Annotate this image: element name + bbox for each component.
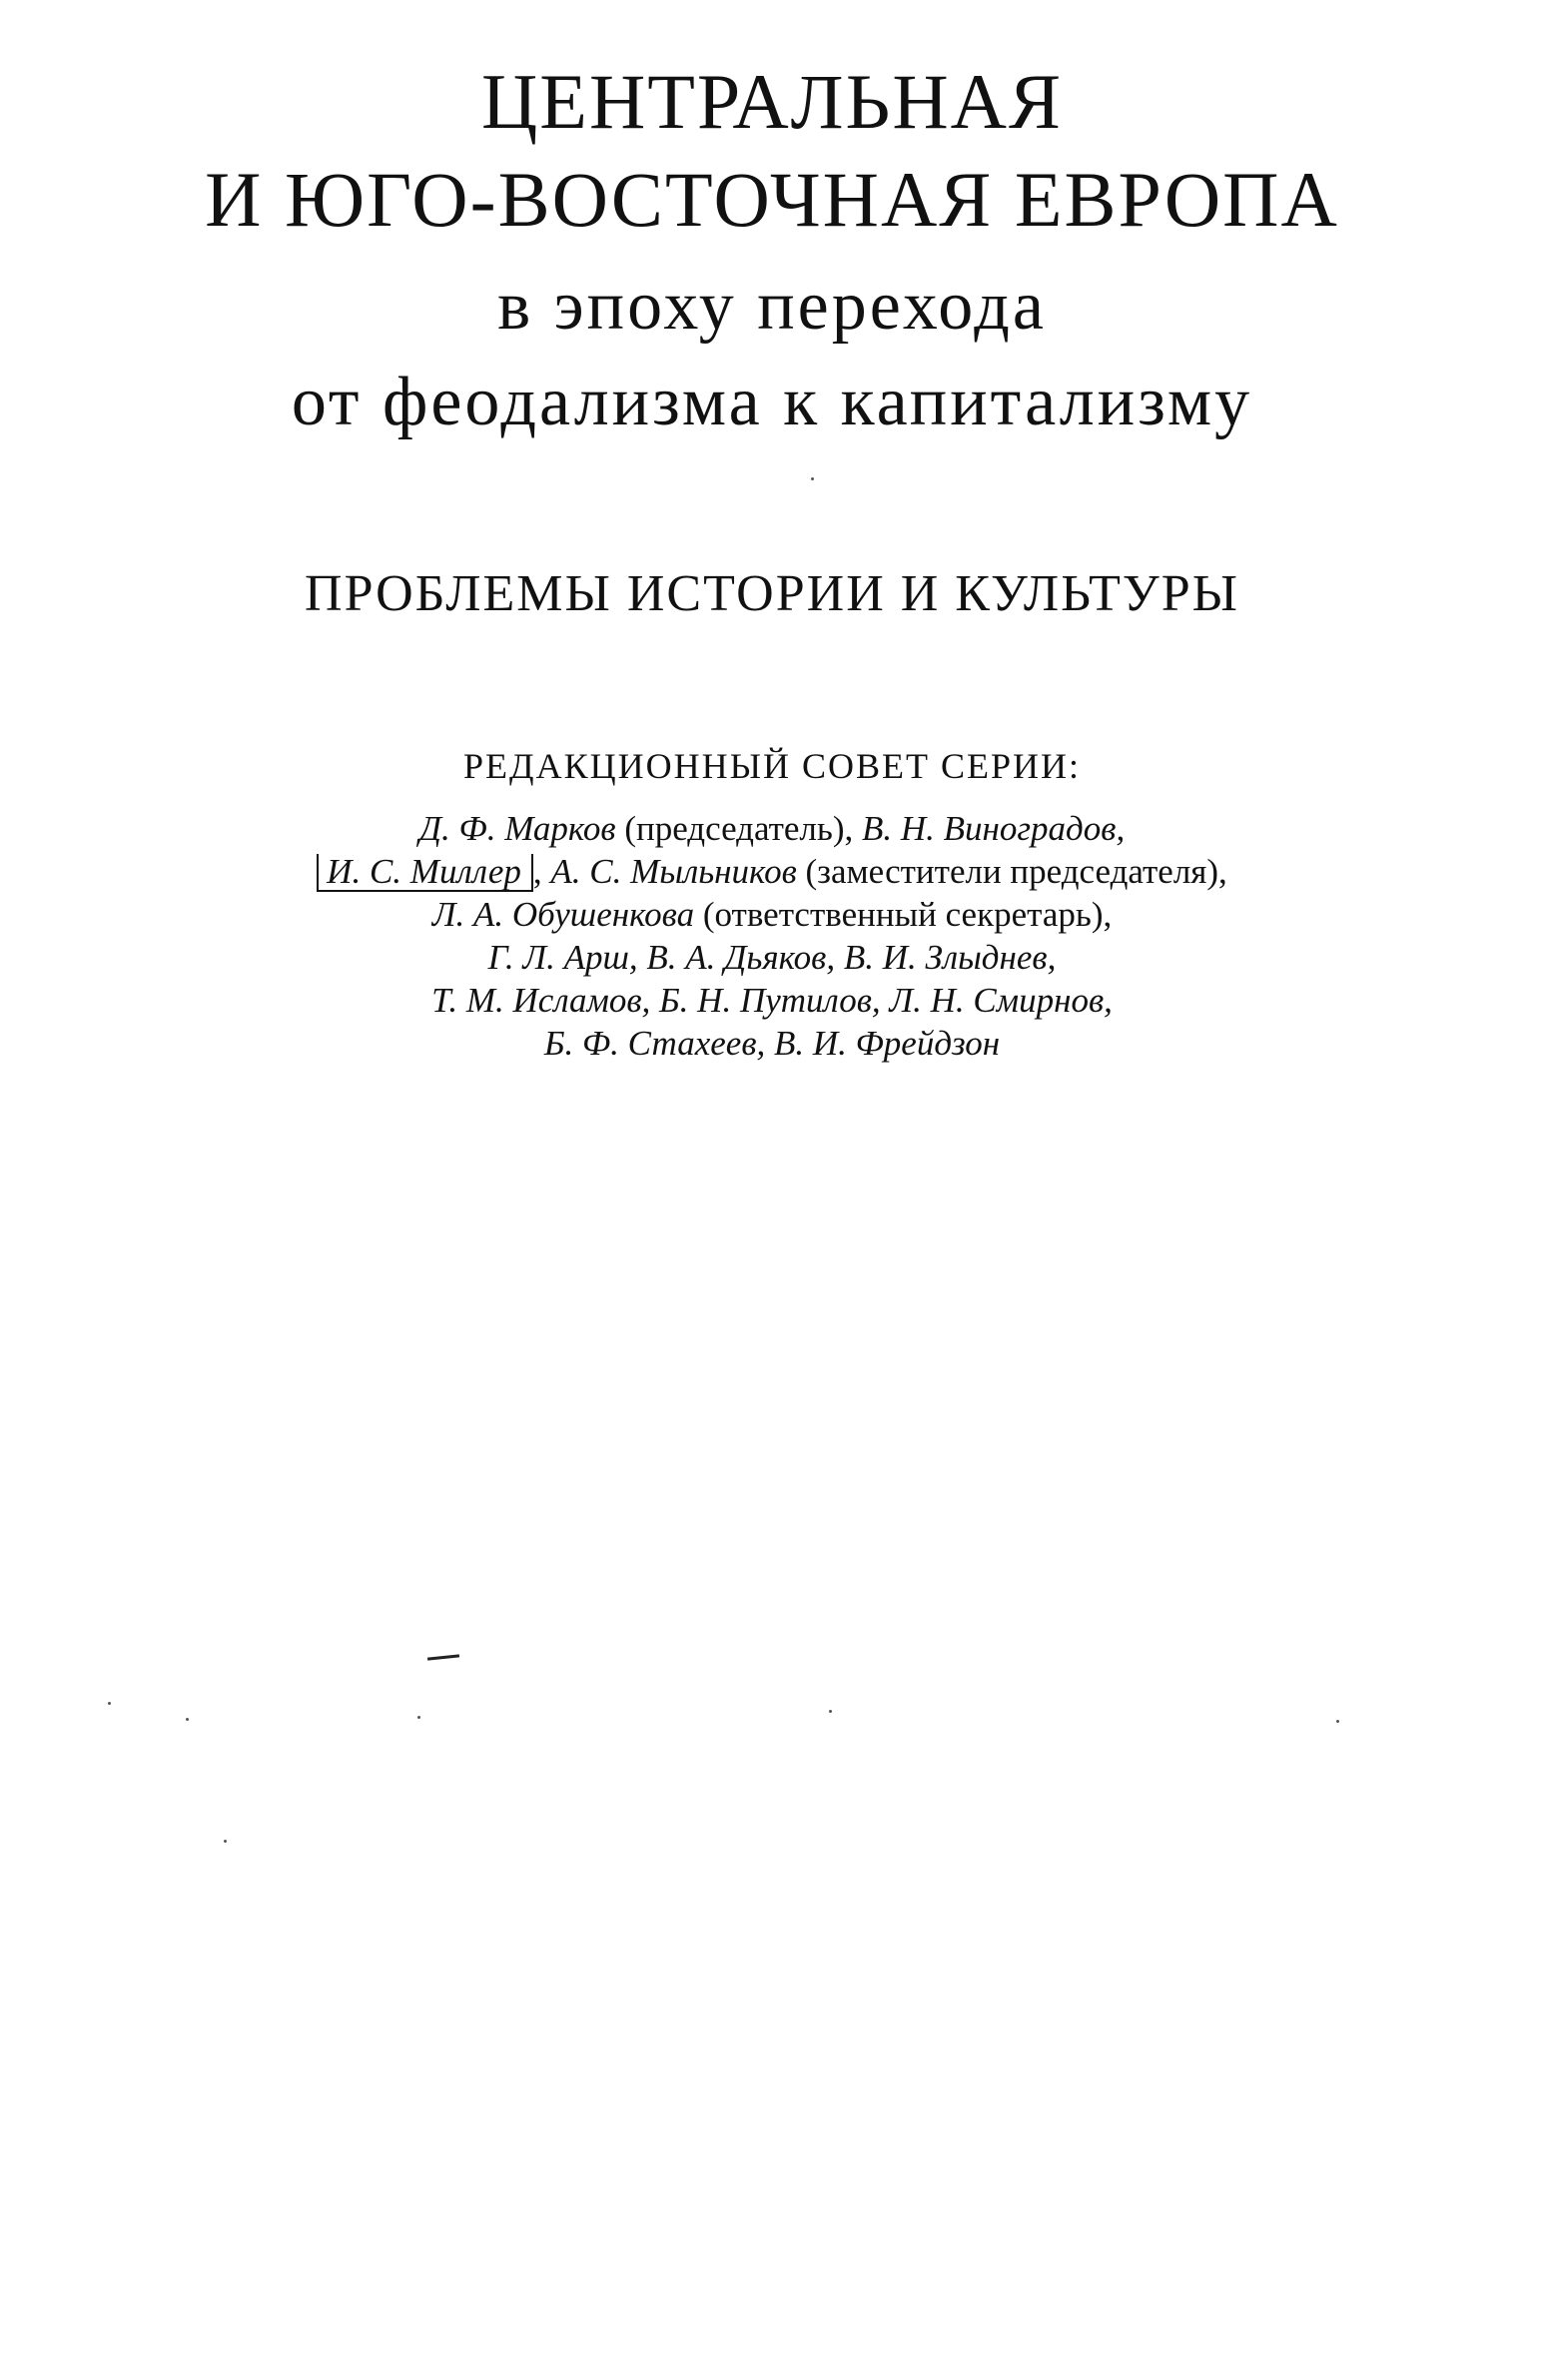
series-title: ПРОБЛЕМЫ ИСТОРИИ И КУЛЬТУРЫ	[305, 565, 1239, 622]
board-member-role: (заместители председателя),	[796, 852, 1227, 891]
editorial-board-heading: РЕДАКЦИОННЫЙ СОВЕТ СЕРИИ:	[463, 746, 1081, 786]
scan-speck	[1336, 1720, 1339, 1723]
scan-speck	[811, 477, 814, 480]
board-line-6: Б. Ф. Стахеев, В. И. Фрейдзон	[543, 1024, 1001, 1063]
book-subtitle-line-2: от феодализма к капитализму	[291, 364, 1253, 440]
scan-speck	[829, 1710, 832, 1713]
book-subtitle-line-1: в эпоху перехода	[497, 268, 1047, 345]
book-title-line-2: И ЮГО-ВОСТОЧНАЯ ЕВРОПА	[205, 156, 1339, 243]
board-member-name: В. Н. Виноградов,	[862, 809, 1126, 848]
book-title-line-1: ЦЕНТРАЛЬНАЯ	[480, 58, 1064, 145]
scan-speck	[186, 1718, 189, 1721]
board-member-role: (председатель),	[615, 809, 862, 848]
board-member-name: Д. Ф. Марков	[418, 809, 616, 848]
board-line-5: Т. М. Исламов, Б. Н. Путилов, Л. Н. Смирнов,	[431, 981, 1113, 1020]
board-member-name: Л. А. Обушенкова	[431, 895, 695, 934]
separator: ,	[532, 852, 551, 891]
editorial-board-list	[0, 807, 1544, 1065]
board-member-role: (ответственный секретарь),	[694, 895, 1113, 934]
board-line-1	[0, 807, 1544, 850]
scan-speck	[108, 1702, 111, 1705]
boxed-member-name: И. С. Миллер	[317, 854, 533, 892]
board-line-4: Г. Л. Арш, В. А. Дьяков, В. И. Злыднев,	[487, 938, 1057, 977]
board-line-2	[0, 850, 1544, 893]
board-line-3	[0, 893, 1544, 936]
scan-speck	[417, 1716, 420, 1719]
board-member-name: А. С. Мыльников	[550, 852, 797, 891]
stray-dash-mark	[427, 1654, 459, 1660]
scan-speck	[224, 1840, 227, 1843]
